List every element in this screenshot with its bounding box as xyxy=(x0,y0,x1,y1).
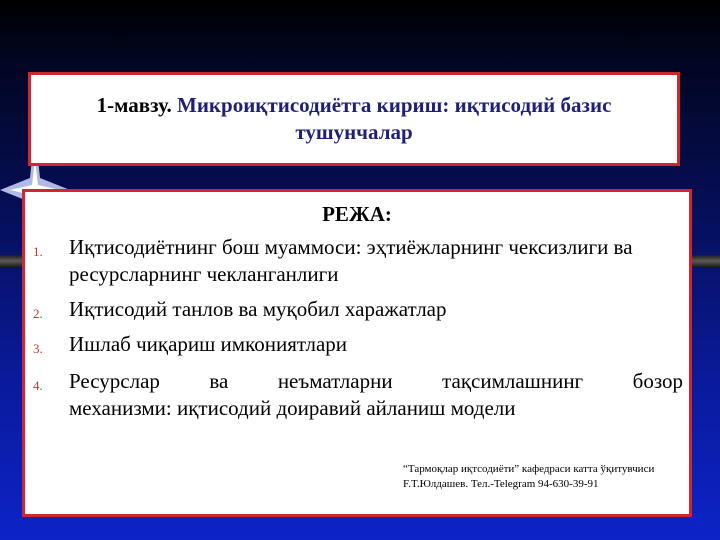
item-number: 4. xyxy=(33,378,43,393)
item-text-line2: механизми: иқтисодий доиравий айланиш модели xyxy=(69,396,516,420)
item-number: 2. xyxy=(33,306,43,321)
item-text: Иқтисодий танлов ва муқобил харажатлар xyxy=(69,297,447,321)
slide-title xyxy=(85,92,624,146)
plan-item-1 xyxy=(33,234,683,288)
author-footer xyxy=(403,462,654,492)
item-text: Иқтисодиётнинг бош муаммоси: эҳтиёжларнинг чексизлиги ва ресурсларнинг чекланганлиги xyxy=(69,235,633,286)
title-prefix: 1-мавзу. xyxy=(96,93,177,117)
plan-item-3 xyxy=(33,331,683,358)
plan-box xyxy=(22,189,692,517)
footer-line2: F.T.Юлдашев. Тел.-Telegram 94-630-39-91 xyxy=(403,478,599,490)
title-box xyxy=(28,72,680,166)
item-number: 1. xyxy=(33,244,43,259)
item-text: Ишлаб чиқариш имкониятлари xyxy=(69,332,348,356)
item-number: 3. xyxy=(33,341,43,356)
plan-item-4 xyxy=(33,368,683,422)
title-topic-line2: тушунчалар xyxy=(295,120,413,144)
footer-line1: “Тармоқлар иқтсодиёти” кафедраси катта ўқитувчиси xyxy=(403,463,655,475)
title-topic-line1: Микроиқтисодиётга кириш: иқтисодий базис xyxy=(177,93,612,117)
plan-heading: РЕЖА: xyxy=(322,202,392,226)
item-text-line1: Ресурслар ва неъматларни тақсимлашнинг бозор xyxy=(69,369,683,393)
plan-item-2 xyxy=(33,296,683,323)
